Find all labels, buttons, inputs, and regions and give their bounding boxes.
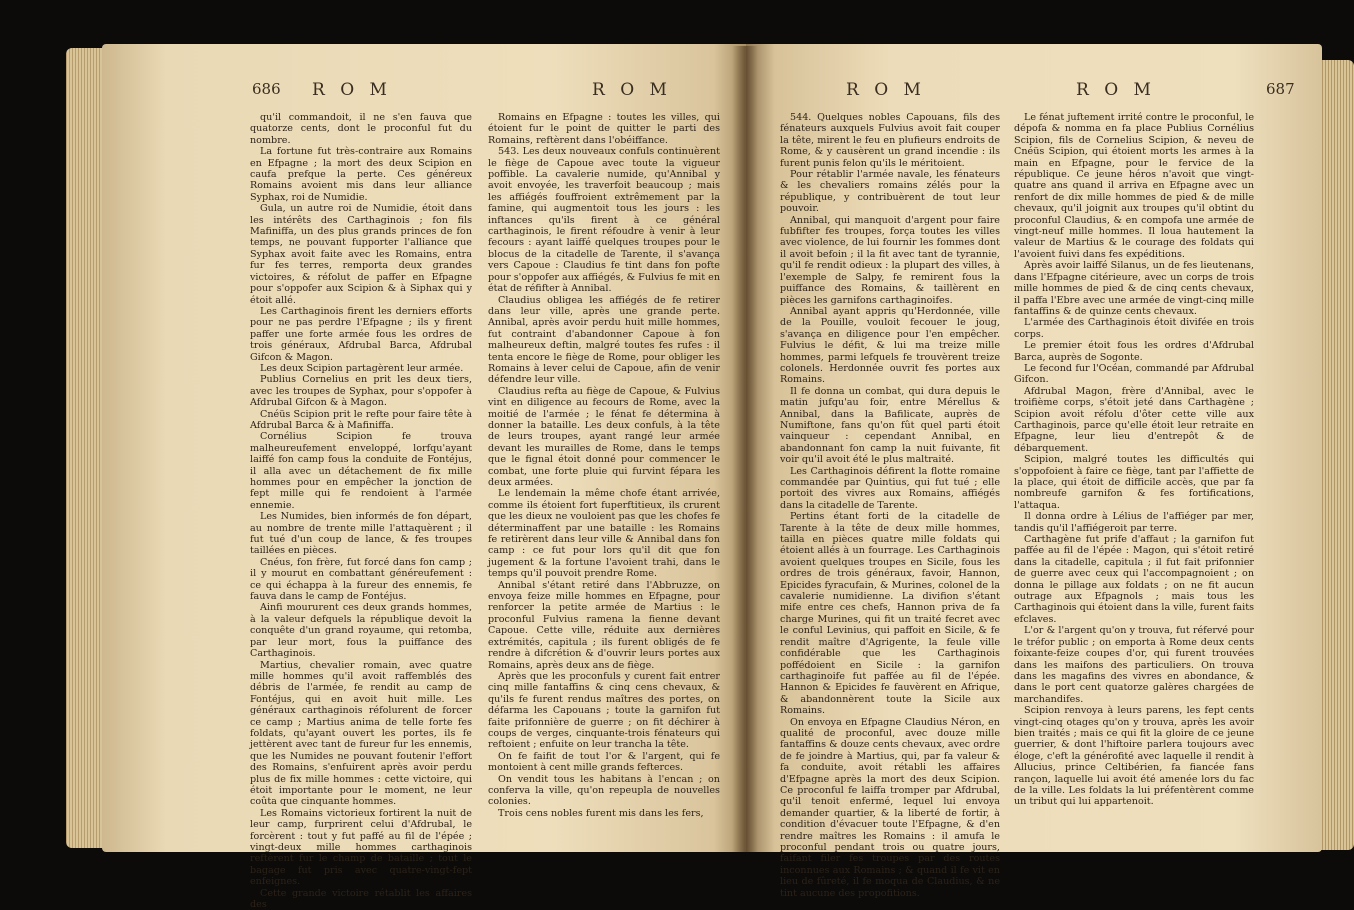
paragraph: Cnéüs Scipion prit le refte pour faire tête à Afdrubal Barca & à Mafiniffa.	[250, 408, 472, 431]
paragraph: Publius Cornelius en prit les deux tiers, avec les troupes de Syphax, pour s'oppofer à Afdrubal Gifcon & à Magon.	[250, 374, 472, 409]
paragraph: Annibal, qui manquoit d'argent pour faire fubfifter fes troupes, força toutes les villes avec violence, de lui fournir les fommes dont il avoit befoin ; il la fit avec tant de tyrannie, qu'il fe rendit odieux : la plupart des villes, à l'exemple de Salpy, fe remirent fous la puiffance des Romains, & taillèrent en pièces les garnifons carthaginoifes.	[780, 214, 1000, 306]
paragraph: Claudius refta au fiège de Capoue, & Fulvius vint en diligence au fecours de Rome, avec la moitié de l'armée ; le fénat fe détermina à donner la bataille. Les deux confuls, à la tête de leurs troupes, ayant rangé leur armée devant les murailles de Rome, dans le temps que le fignal étoit donné pour commencer le combat, une forte pluie qui furvint fépara les deux armées.	[488, 385, 720, 488]
left-page-column-2	[488, 112, 720, 824]
left-page-edges	[66, 48, 106, 848]
paragraph: On fe faifit de tout l'or & l'argent, qui fe montoient à cent mille grands fefterces.	[488, 750, 720, 774]
paragraph: Le lendemain la même chofe étant arrivée, comme ils étoient fort fuperftitieux, ils crurent que les dieux ne vouloient pas que les chofes fe déterminaffent par une bataille : les Romains fe retirèrent dans leur ville & Annibal dans fon camp : ce fut pour lors qu'il dit que fon jugement & la fortune l'avoient trahi, dans le temps qu'il pouvoit prendre Rome.	[488, 488, 720, 580]
paragraph: Il donna ordre à Lélius de l'affiéger par mer, tandis qu'il l'affiégeroit par terre.	[1014, 511, 1254, 534]
paragraph: Les Numides, bien informés de fon départ, au nombre de trente mille l'attaquèrent ; il fut tué d'un coup de lance, & fes troupes taillées en pièces.	[250, 511, 472, 557]
running-head-left-col2: R O M	[592, 80, 672, 100]
paragraph: Scipion, malgré toutes les difficultés qui s'oppofoient à faire ce fiège, tant par l'affiette de la place, qui étoit de difficile accès, que par fa nombreufe garnifon & fes fortifications, l'attaqua.	[1014, 454, 1254, 511]
paragraph: 544. Quelques nobles Capouans, fils des fénateurs auxquels Fulvius avoit fait couper la tête, mirent le feu en plufieurs endroits de Rome, & y causèrent un grand incendie : ils furent punis felon qu'ils le méritoient.	[780, 112, 1000, 169]
book-gutter	[732, 46, 758, 852]
paragraph: Carthagène fut prife d'affaut ; la garnifon fut paffée au fil de l'épée : Magon, qui s'étoit retiré dans la citadelle, capitula ; il fut fait prifonnier de guerre avec ceux qui l'accompagnoient ; on donna le pillage aux foldats ; on ne fit aucun outrage aux Efpagnols ; mais tous les Carthaginois qui étoient dans la ville, furent faits efclaves.	[1014, 534, 1254, 625]
paragraph: Ainfi moururent ces deux grands hommes, à la valeur defquels la république devoit la conquête d'un grand royaume, qui retomba, par leur mort, fous la puiffance des Carthaginois.	[250, 602, 472, 660]
left-page	[102, 44, 746, 910]
paragraph: Pertins étant forti de la citadelle de Tarente à la tête de deux mille hommes, tailla en pièces quatre mille foldats qui étoient allés à un fourrage. Les Carthaginois avoient quelques troupes en Sicile, fous les ordres de trois généraux, favoir, Hannon, Epicides fyracufain, & Murines, colonel de la cavalerie numidienne. La divifion s'étant mife entre ces chefs, Hannon priva de fa charge Murines, qui fit un traité fecret avec le conful Levinius, qui paffoit en Sicile, & fe rendit maître d'Agrigente, la feule ville confidérable que les Carthaginois poffédoient en Sicile : la garnifon carthaginoife fut paffée au fil de l'épée. Hannon & Epicides fe fauvèrent en Afrique, & abandonnèrent toute la Sicile aux Romains.	[780, 511, 1000, 717]
paragraph: Les Carthaginois défirent la flotte romaine commandée par Quintius, qui fut tué ; elle portoit des vivres aux Romains, affiégés dans la citadelle de Tarente.	[780, 465, 1000, 511]
paragraph: L'or & l'argent qu'on y trouva, fut réfervé pour le tréfor public ; on emporta à Rome deux cents foixante-feize coupes d'or, qui furent trouvées dans les maifons des particuliers. On trouva dans les magafins des vivres en abondance, & dans le port cent quatorze galères chargées de marchandifes.	[1014, 625, 1254, 705]
paragraph: Cnéus, fon frère, fut forcé dans fon camp ; il y mourut en combattant généreufement : ce qui échappa à la fureur des ennemis, fe fauva dans le camp de Fontéjus.	[250, 556, 472, 603]
right-page-edges	[1320, 60, 1354, 850]
paragraph: Le premier étoit fous les ordres d'Afdrubal Barca, auprès de Sogonte.	[1014, 340, 1254, 363]
paragraph: L'armée des Carthaginois étoit divifée en trois corps.	[1014, 317, 1254, 340]
page-number-right: 687	[1266, 80, 1295, 98]
paragraph: Annibal ayant appris qu'Herdonnée, ville de la Pouille, vouloit fecouer le joug, s'avança en diligence pour l'en empêcher. Fulvius le défit, & lui ma treize mille hommes, parmi lefquels fe trouvèrent treize colonels. Herdonnée ouvrit fes portes aux Romains.	[780, 305, 1000, 386]
running-head-right-col2: R O M	[1076, 80, 1156, 100]
paragraph: Les deux Scipion partagèrent leur armée.	[260, 362, 464, 374]
right-page-column-2	[1014, 112, 1254, 824]
paragraph: Afdrubal Magon, frère d'Annibal, avec le troifième corps, s'étoit jeté dans Carthagène ; Scipion avoit réfolu d'ôter cette ville aux Carthaginois, parce qu'elle étoit leur retraite en Efpagne, leur lieu d'entrepôt & de débarquement.	[1014, 385, 1254, 454]
right-page-column-1	[780, 112, 1000, 899]
paragraph: Le fénat juftement irrité contre le proconful, le dépofa & nomma en fa place Publius Cornélius Scipion, fils de Cornelius Scipion, & neveu de Cnéüs Scipion, qui étoient morts les armes à la main en Efpagne, pour le fervice de la république. Ce jeune héros n'avoit que vingt-quatre ans quand il arriva en Efpagne avec un renfort de dix mille hommes de pied & de mille chevaux, qu'il joignit aux troupes qu'il obtint du proconful Claudius, & en compofa une armée de vingt-neuf mille hommes. Il loua hautement la valeur de Martius & le courage des foldats qui l'avoient fuivi dans fes expéditions.	[1014, 112, 1254, 260]
page-number-left: 686	[252, 80, 281, 98]
paragraph: Martius, chevalier romain, avec quatre mille hommes qu'il avoit raffemblés des débris de l'armée, fe rendit au camp de Fontéjus, qui en avoit huit mille. Les généraux carthaginois réfolurent de forcer ce camp ; Martius anima de telle forte fes foldats, qu'ayant ouvert les portes, ils fe jettèrent avec tant de fureur fur les ennemis, que les Numides ne pouvant foutenir l'effort des Romains, s'enfuirent après avoir perdu plus de fix mille hommes : cette victoire, qui étoit importante pour le moment, ne leur coûta que cinquante hommes.	[250, 659, 472, 808]
paragraph: Gula, un autre roi de Numidie, étoit dans les intérêts des Carthaginois ; fon fils Mafiniffa, un des plus grands princes de fon temps, ne pouvant fupporter l'alliance que Syphax avoit faite avec les Romains, entra fur fes terres, remporta deux grandes victoires, & réfolut de paffer en Efpagne pour s'oppofer aux Scipion & à Siphax qui y étoit allé.	[250, 203, 472, 306]
paragraph: Le fecond fur l'Océan, commandé par Afdrubal Gifcon.	[1014, 362, 1254, 386]
paragraph: Après que les proconfuls y curent fait entrer cinq mille fantaffins & cinq cens chevaux, & qu'ils fe furent rendus maîtres des portes, on défarma les Capouans ; toute la garnifon fut faite prifonnière de guerre ; on fit déchirer à coups de verges, cinquante-trois fénateurs qui reftoient ; enfuite on leur trancha la tête.	[488, 670, 720, 751]
paragraph: Pour rétablir l'armée navale, les fénateurs & les chevaliers romains zélés pour la république, y contribuèrent de tout leur pouvoir.	[780, 169, 1000, 215]
open-book	[32, 20, 1332, 910]
paragraph: On envoya en Efpagne Claudius Néron, en qualité de proconful, avec douze mille fantaffins & douze cents chevaux, avec ordre de fe joindre à Martius, qui, par fa valeur & fa conduite, avoit rétabli les affaires d'Efpagne après la mort des deux Scipion. Ce proconful fe laiffa tromper par Afdrubal, qu'il tenoit enfermé, lequel lui envoya demander quartier, & la liberté de fortir, à condition d'évacuer toute l'Efpagne, & d'en rendre maîtres les Romains : il amufa le proconful pendant trois ou quatre jours, faifant filer fes troupes par des routes inconnues aux Romains ; & quand il fe vit en lieu de fûreté, il fe moqua de Claudius, & ne tint aucune des propofitions.	[780, 716, 1000, 899]
paragraph: Trois cens nobles furent mis dans les fers,	[498, 807, 704, 819]
paragraph: Les Carthaginois firent les derniers efforts pour ne pas perdre l'Efpagne ; ils y firent paffer une forte armée fous les ordres de trois généraux, Afdrubal Barca, Afdrubal Gifcon & Magon.	[250, 305, 472, 363]
paragraph: Claudius obligea les affiégés de fe retirer dans leur ville, après une grande perte. Annibal, après avoir perdu huit mille hommes, fut contraint d'abandonner Capoue à fon malheureux deftin, malgré toutes fes rufes : il tenta encore le fiège de Rome, pour obliger les Romains à lever celui de Capoue, afin de venir défendre leur ville.	[488, 294, 720, 386]
left-page-column-1	[250, 112, 472, 910]
right-page	[746, 44, 1322, 899]
paragraph: Cornélius Scipion fe trouva malheureufement enveloppé, lorfqu'ayant laiffé fon camp fous la conduite de Fontéjus, il alla avec un détachement de fix mille hommes pour en empêcher la jonction de fept mille qui fe rendoient à l'armée ennemie.	[250, 431, 472, 511]
running-head-right: R O M	[846, 80, 926, 100]
paragraph: Après avoir laiffé Silanus, un de fes lieutenans, dans l'Efpagne citérieure, avec un corps de trois mille hommes de pied & de cinq cents chevaux, il paffa l'Ebre avec une armée de vingt-cinq mille fantaffins & de quinze cents chevaux.	[1014, 260, 1254, 317]
paragraph: Cette grande victoire rétablit les affaires des	[250, 887, 472, 910]
paragraph: 543. Les deux nouveaux confuls continuèrent le fiège de Capoue avec toute la vigueur poffible. La cavalerie numide, qu'Annibal y avoit envoyée, les traverfoit beaucoup ; mais les affiégés fouffroient extrêmement par la famine, qui augmentoit tous les jours : les inftances qu'ils firent à ce général carthaginois, le firent réfoudre à venir à leur fecours : ayant laiffé quelques troupes pour le blocus de la citadelle de Tarente, il s'avança vers Capoue : Claudius fe tint dans fon pofte pour s'oppofer aux affiégés, & Fulvius fe mit en état de réfifter à Annibal.	[488, 146, 720, 295]
paragraph: On vendit tous les habitans à l'encan ; on conferva la ville, qu'on repeupla de nouvelles colonies.	[488, 773, 720, 808]
paragraph: qu'il commandoit, il ne s'en fauva que quatorze cents, dont le proconful fut du nombre.	[250, 112, 472, 146]
running-head-left: R O M	[312, 80, 392, 100]
paragraph: La fortune fut très-contraire aux Romains en Efpagne ; la mort des deux Scipion en caufa prefque la perte. Ces généreux Romains avoient mis dans leur alliance Syphax, roi de Numidie.	[250, 146, 472, 203]
paragraph: Romains en Efpagne : toutes les villes, qui étoient fur le point de quitter le parti des Romains, reftèrent dans l'obéiffance.	[488, 112, 720, 146]
paragraph: Annibal s'étant retiré dans l'Abbruzze, on envoya feize mille hommes en Efpagne, pour renforcer la petite armée de Martius : le proconful Fulvius ramena la fienne devant Capoue. Cette ville, réduite aux dernières extrémités, capitula ; ils furent obligés de fe rendre à difcrétion & d'ouvrir leurs portes aux Romains, après deux ans de fiège.	[488, 579, 720, 671]
paragraph: Les Romains victorieux fortirent la nuit de leur camp, furprirent celui d'Afdrubal, le forcèrent : tout y fut paffé au fil de l'épée ; vingt-deux mille hommes carthaginois reftèrent fur le champ de bataille ; tout le bagage fut pris avec quatre-vingt-fept enfeignes.	[250, 807, 472, 888]
paragraph: Il fe donna un combat, qui dura depuis le matin jufqu'au foir, entre Mérellus & Annibal, dans la Bafilicate, auprès de Numiftone, fans qu'on fût quel parti étoit vainqueur : cependant Annibal, en abandonnant fon camp la nuit fuivante, fit voir qu'il avoit été le plus maltraité.	[780, 385, 1000, 466]
paragraph: Scipion renvoya à leurs parens, les fept cents vingt-cinq otages qu'on y trouva, après les avoir bien traités ; mais ce qui fit la gloire de ce jeune guerrier, & dont l'hiftoire parlera toujours avec éloge, c'eft la générofité avec laquelle il rendit à Allucius, prince Celtibérien, fa fiancée fans rançon, laquelle lui avoit été amenée lors du fac de la ville. Les foldats la lui préfentèrent comme un tribut qui lui appartenoit.	[1014, 705, 1254, 808]
